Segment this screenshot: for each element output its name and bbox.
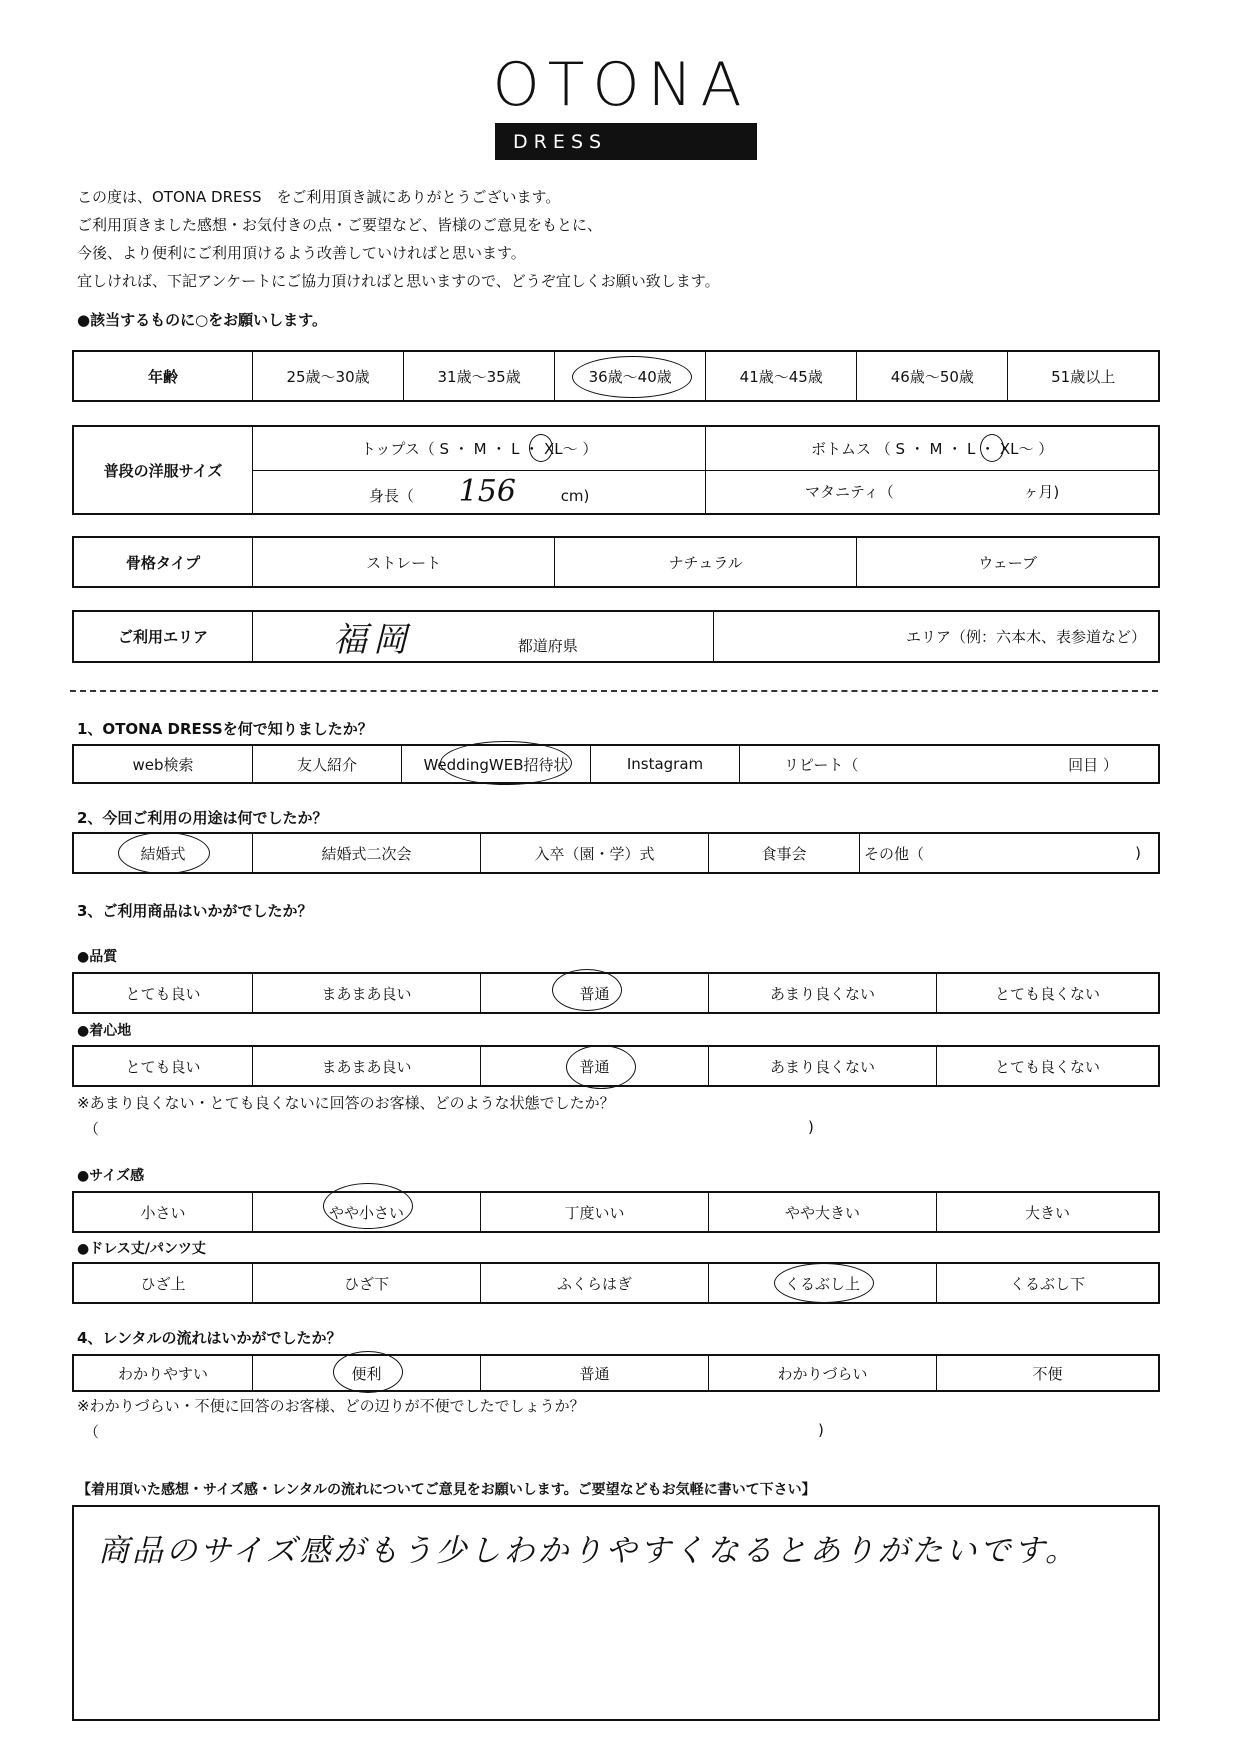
age-option[interactable]: 31歳～35歳 [404,351,555,401]
length-option[interactable]: ふくらはぎ [481,1263,709,1303]
size-feel-option[interactable]: やや大きい [709,1192,937,1232]
q2-option[interactable]: 入卒（園・学）式 [481,833,709,873]
selected-circle-mark [323,1183,413,1229]
q1-title: 1、OTONA DRESSを何で知りましたか？ [77,720,373,738]
q3-note: ※あまり良くない・とても良くないに回答のお客様、どのような状態でしたか？ [77,1094,615,1112]
intro-line: この度は、OTONA DRESS をご利用頂き誠にありがとうございます。 [77,188,561,206]
length-option[interactable]: ひざ上 [73,1263,253,1303]
comment-box[interactable] [72,1505,1160,1721]
age-label: 年齢 [73,351,253,401]
bottoms-size[interactable]: ボトムス （ S ・ M ・ L ・ XL～ ） [706,426,1159,470]
skeleton-table [72,536,1160,588]
area-field[interactable]: エリア（例：六本木、表参道など） [714,611,1160,662]
comfort-option[interactable]: とても良い [73,1046,253,1086]
divider [70,690,1158,692]
paren-close: ) [818,1421,824,1439]
area-label: ご利用エリア [73,611,253,662]
intro-text [77,183,720,295]
quality-label: ●品質 [77,949,118,965]
size-feel-option[interactable]: 大きい [937,1192,1160,1232]
q1-option[interactable]: web検索 [73,745,253,783]
height-field[interactable] [253,470,706,514]
paren-close: ) [808,1118,814,1136]
selected-circle-mark [572,356,692,398]
prefecture-label: 都道府県 [517,637,578,655]
selected-circle-mark [552,969,622,1011]
selected-circle-mark [333,1351,403,1393]
skeleton-option[interactable]: ウェーブ [857,537,1159,587]
selected-circle-mark [774,1263,874,1303]
age-option[interactable]: 36歳～40歳 [555,351,706,401]
paren-open: （ [84,1120,100,1138]
size-feel-option[interactable]: 丁度いい [481,1192,709,1232]
maternity-label: マタニティ（ [805,483,894,502]
quality-option[interactable]: とても良い [73,973,253,1013]
maternity-field[interactable] [706,470,1159,514]
age-option[interactable]: 46歳～50歳 [857,351,1008,401]
skeleton-option[interactable]: ストレート [253,537,555,587]
length-table [72,1262,1160,1304]
length-label: ●ドレス丈/パンツ丈 [77,1241,206,1257]
quality-option[interactable]: あまり良くない [709,973,937,1013]
tops-size[interactable]: トップス（ S ・ M ・ L ・ XL～ ） [253,426,706,470]
length-option[interactable]: ひざ下 [253,1263,481,1303]
prefecture-field[interactable] [253,611,714,662]
q1-repeat-count: 回目 ） [1028,745,1159,783]
age-option[interactable]: 25歳～30歳 [253,351,404,401]
area-table [72,610,1160,663]
q2-table [72,832,1160,874]
size-feel-table [72,1191,1160,1233]
quality-option[interactable]: とても良くない [937,973,1160,1013]
q2-title: 2、今回ご利用の用途は何でしたか？ [77,809,328,827]
height-label: 身長（ [368,487,414,506]
height-value: 156 [458,474,516,510]
size-feel-option[interactable]: 小さい [73,1192,253,1232]
comment-text: 商品のサイズ感がもう少しわかりやすくなるとありがたいです。 [98,1533,1080,1569]
prefecture-value: 福岡 [333,620,413,660]
selected-circle-mark [440,741,572,785]
age-option[interactable]: 41歳～45歳 [706,351,857,401]
selected-circle-mark [529,434,553,462]
selected-circle-mark [980,434,1004,462]
instruction: ●該当するものに○をお願いします。 [77,311,327,329]
intro-line: 宜しければ、下記アンケートにご協力頂ければと思いますので、どうぞ宜しくお願い致します。 [77,272,720,290]
q1-table [72,744,1160,784]
quality-option[interactable]: 普通 [481,973,709,1013]
q2-option[interactable]: 結婚式二次会 [253,833,481,873]
q3-title: 3、ご利用商品はいかがでしたか？ [77,902,313,920]
intro-line: 今後、より便利にご利用頂けるよう改善していければと思います。 [77,244,526,262]
comfort-option[interactable]: 普通 [481,1046,709,1086]
q1-option[interactable]: Instagram [591,745,740,783]
q4-note: ※わかりづらい・不便に回答のお客様、どの辺りが不便でしたでしょうか？ [77,1397,585,1415]
skeleton-label: 骨格タイプ [73,537,253,587]
quality-option[interactable]: まあまあ良い [253,973,481,1013]
skeleton-option[interactable]: ナチュラル [555,537,857,587]
comfort-option[interactable]: とても良くない [937,1046,1160,1086]
age-option[interactable]: 51歳以上 [1008,351,1159,401]
paren-open: （ [84,1423,100,1441]
selected-circle-mark [118,832,210,874]
brand-logo-bottom: D R E S S [513,130,602,153]
q2-option-other[interactable]: その他（ [860,833,1119,873]
q2-option[interactable]: 食事会 [709,833,860,873]
length-option[interactable]: くるぶし上 [709,1263,937,1303]
q4-option[interactable]: わかりづらい [709,1355,937,1391]
intro-line: ご利用頂きました感想・お気付きの点・ご要望など、皆様のご意見をもとに、 [77,216,603,234]
brand-logo-top: OTONA [492,50,750,120]
q4-option[interactable]: 不便 [937,1355,1160,1391]
q2-option[interactable]: 結婚式 [73,833,253,873]
size-feel-label: ●サイズ感 [77,1168,145,1184]
q1-option-repeat[interactable]: リピート（ [740,745,1029,783]
q4-option[interactable]: 便利 [253,1355,481,1391]
q4-title: 4、レンタルの流れはいかがでしたか？ [77,1329,342,1347]
size-feel-option[interactable]: やや小さい [253,1192,481,1232]
q1-option[interactable]: 友人紹介 [253,745,402,783]
brand-logo-bar [495,123,757,160]
maternity-unit: ヶ月) [1023,483,1060,502]
q4-option[interactable]: わかりやすい [73,1355,253,1391]
q4-table [72,1354,1160,1392]
comfort-option[interactable]: あまり良くない [709,1046,937,1086]
comfort-label: ●着心地 [77,1023,132,1039]
comfort-option[interactable]: まあまあ良い [253,1046,481,1086]
length-option[interactable]: くるぶし下 [937,1263,1160,1303]
comment-title: 【着用頂いた感想・サイズ感・レンタルの流れについてご意見をお願いします。ご要望などもお気軽に書いて下さい】 [77,1482,816,1498]
clothes-size-label: 普段の洋服サイズ [73,426,253,514]
q2-other-close: ) [1118,833,1159,873]
height-unit: cm) [560,487,590,506]
selected-circle-mark [566,1045,636,1089]
q4-option[interactable]: 普通 [481,1355,709,1391]
q1-option[interactable]: WeddingWEB招待状 [402,745,591,783]
